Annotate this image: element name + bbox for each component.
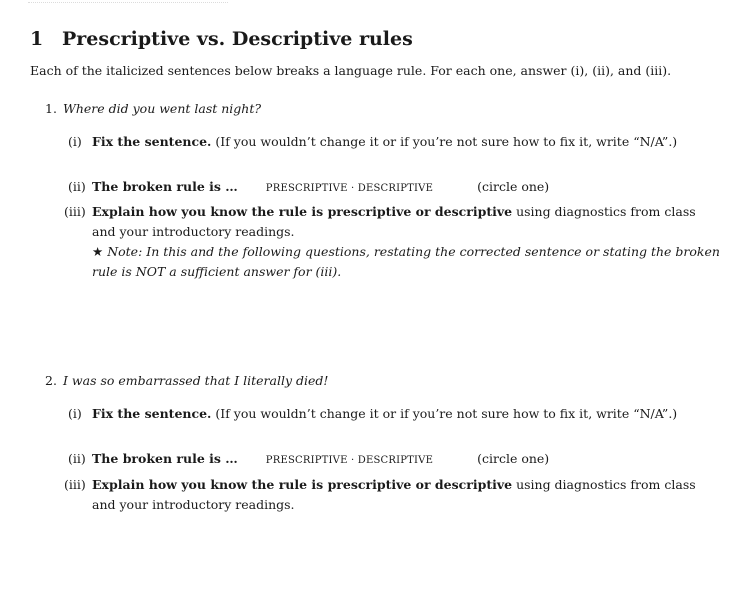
- question-sentence: I was so embarrassed that I literally died!: [63, 373, 329, 388]
- clipped-previous-line: [28, 0, 228, 3]
- question-2: [45, 373, 328, 388]
- section-number: 1: [30, 28, 44, 50]
- q2-part-iii-line2: and your introductory readings.: [92, 497, 295, 512]
- question-number: 2.: [45, 373, 57, 388]
- q2-part-i: (i) Fix the sentence. (If you wouldn’t change it or if you’re not sure how to fix it, write “N/A”.): [68, 406, 678, 421]
- section-heading: [30, 28, 413, 50]
- question-number: 1.: [45, 101, 57, 116]
- q1-part-ii: (ii) The broken rule is … PRESCRIPTIVE · DESCRIPTIVE (circle one): [68, 177, 549, 199]
- question-1: [45, 101, 261, 116]
- q2-part-ii: (ii) The broken rule is … PRESCRIPTIVE · DESCRIPTIVE (circle one): [68, 449, 549, 471]
- q1-part-i: (i) Fix the sentence. (If you wouldn’t change it or if you’re not sure how to fix it, write “N/A”.): [68, 134, 678, 149]
- q1-part-iii: (iii) Explain how you know the rule is prescriptive or descriptive using diagnostics from class: [64, 204, 696, 219]
- rule-options: PRESCRIPTIVE · DESCRIPTIVE: [265, 183, 434, 194]
- rule-options: PRESCRIPTIVE · DESCRIPTIVE: [265, 455, 434, 466]
- q1-note-line2: rule is NOT a sufficient answer for (iii).: [92, 264, 342, 279]
- q1-part-iii-line2: and your introductory readings.: [92, 224, 295, 239]
- star-icon: ★: [92, 244, 104, 259]
- q1-note: ★ Note: In this and the following questions, restating the corrected sentence or stating the broken: [92, 244, 720, 259]
- question-sentence: Where did you went last night?: [63, 101, 262, 116]
- section-title: Prescriptive vs. Descriptive rules: [62, 28, 413, 50]
- q2-part-iii: (iii) Explain how you know the rule is prescriptive or descriptive using diagnostics from class: [64, 477, 696, 492]
- intro-paragraph: Each of the italicized sentences below breaks a language rule. For each one, answer (i), (ii), and (iii).: [30, 63, 672, 78]
